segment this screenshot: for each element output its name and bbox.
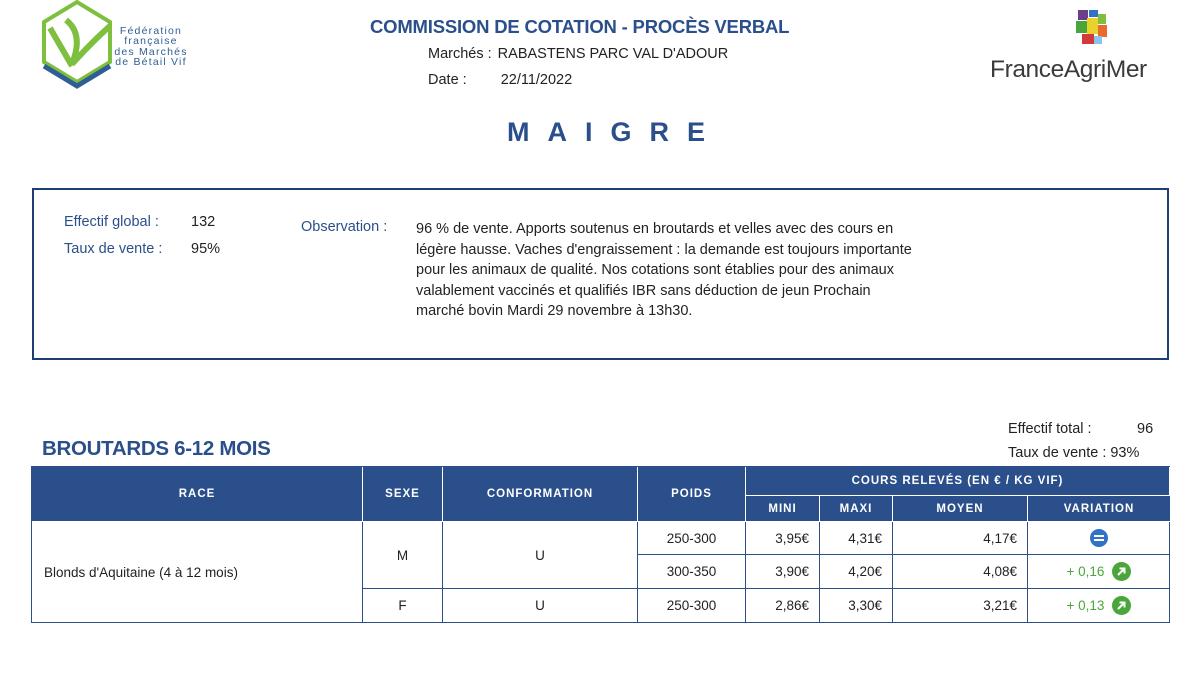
arrow-up-icon — [1112, 596, 1131, 615]
franceagrimer-logo-text: FranceAgriMer — [990, 56, 1147, 83]
moyen-cell: 3,21€ — [893, 589, 1028, 622]
taux-vente-label: Taux de vente : — [64, 241, 163, 257]
column-header-mini: MINI — [746, 496, 820, 522]
conformation-cell: U — [443, 522, 638, 589]
effectif-global-label: Effectif global : — [64, 214, 159, 230]
market-row — [428, 46, 728, 62]
ffmbv-logo — [32, 0, 192, 104]
conformation-cell: U — [443, 589, 638, 622]
document-title: COMMISSION DE COTATION - PROCÈS VERBAL — [370, 16, 790, 37]
sexe-cell: F — [363, 589, 443, 622]
column-header-conformation: CONFORMATION — [443, 467, 638, 522]
effectif-total-value: 96 — [1137, 421, 1154, 437]
maxi-cell: 4,31€ — [820, 522, 893, 555]
franceagrimer-logo-mark — [1076, 10, 1108, 44]
maxi-cell: 3,30€ — [820, 589, 893, 622]
column-header-cours: COURS RELEVÉS (EN € / KG VIF) — [746, 467, 1170, 496]
date-value: 22/11/2022 — [500, 72, 573, 88]
poids-cell: 300-350 — [638, 555, 746, 589]
moyen-cell: 4,08€ — [893, 555, 1028, 589]
mini-cell: 2,86€ — [746, 589, 820, 622]
moyen-cell: 4,17€ — [893, 522, 1028, 555]
date-label: Date : — [428, 72, 467, 88]
date-row — [428, 72, 572, 88]
taux-vente-value: 95% — [191, 241, 221, 257]
variation-value: + 0,16 — [1066, 564, 1105, 579]
mini-cell: 3,90€ — [746, 555, 820, 589]
cotation-table — [31, 466, 1170, 623]
observation-label: Observation : — [301, 219, 388, 235]
franceagrimer-logo — [990, 10, 1180, 90]
variation-cell — [1028, 589, 1170, 622]
ffmbv-logo-text: Fédération française des Marchés de Bétail Vif — [114, 25, 188, 69]
effectif-global-value: 132 — [191, 214, 216, 230]
variation-cell — [1028, 555, 1170, 589]
section-title: BROUTARDS 6-12 MOIS — [42, 437, 271, 460]
column-header-variation: VARIATION — [1028, 496, 1170, 522]
page-heading: MAIGRE — [507, 117, 723, 147]
equal-icon — [1090, 529, 1108, 547]
section-taux-vente: Taux de vente : 93% — [1008, 445, 1140, 461]
mini-cell: 3,95€ — [746, 522, 820, 555]
variation-cell — [1028, 522, 1170, 555]
observation-text: 96 % de vente. Apports soutenus en broutards et velles avec des cours en légère hausse. Vaches d'engraissement : la demande est toujours importante pour les animaux de qualité. Nos cotations sont établies pour des animaux valablement vaccinés et qualifiés IBR sans déduction de jeun Prochain marché bovin Mardi 29 novembre à 13h30. — [416, 221, 912, 319]
maxi-cell: 4,20€ — [820, 555, 893, 589]
poids-cell: 250-300 — [638, 522, 746, 555]
market-value: RABASTENS PARC VAL D'ADOUR — [497, 46, 729, 62]
poids-cell: 250-300 — [638, 589, 746, 622]
effectif-total-label: Effectif total : — [1008, 421, 1092, 437]
race-cell: Blonds d'Aquitaine (4 à 12 mois) — [32, 522, 363, 622]
column-header-sexe: SEXE — [363, 467, 443, 522]
column-header-race: RACE — [32, 467, 363, 522]
column-header-maxi: MAXI — [820, 496, 893, 522]
arrow-up-icon — [1112, 562, 1131, 581]
column-header-moyen: MOYEN — [893, 496, 1028, 522]
market-label: Marchés : — [428, 46, 492, 62]
sexe-cell: M — [363, 522, 443, 589]
variation-value: + 0,13 — [1066, 598, 1105, 613]
summary-box — [32, 188, 1169, 360]
column-header-poids: POIDS — [638, 467, 746, 522]
